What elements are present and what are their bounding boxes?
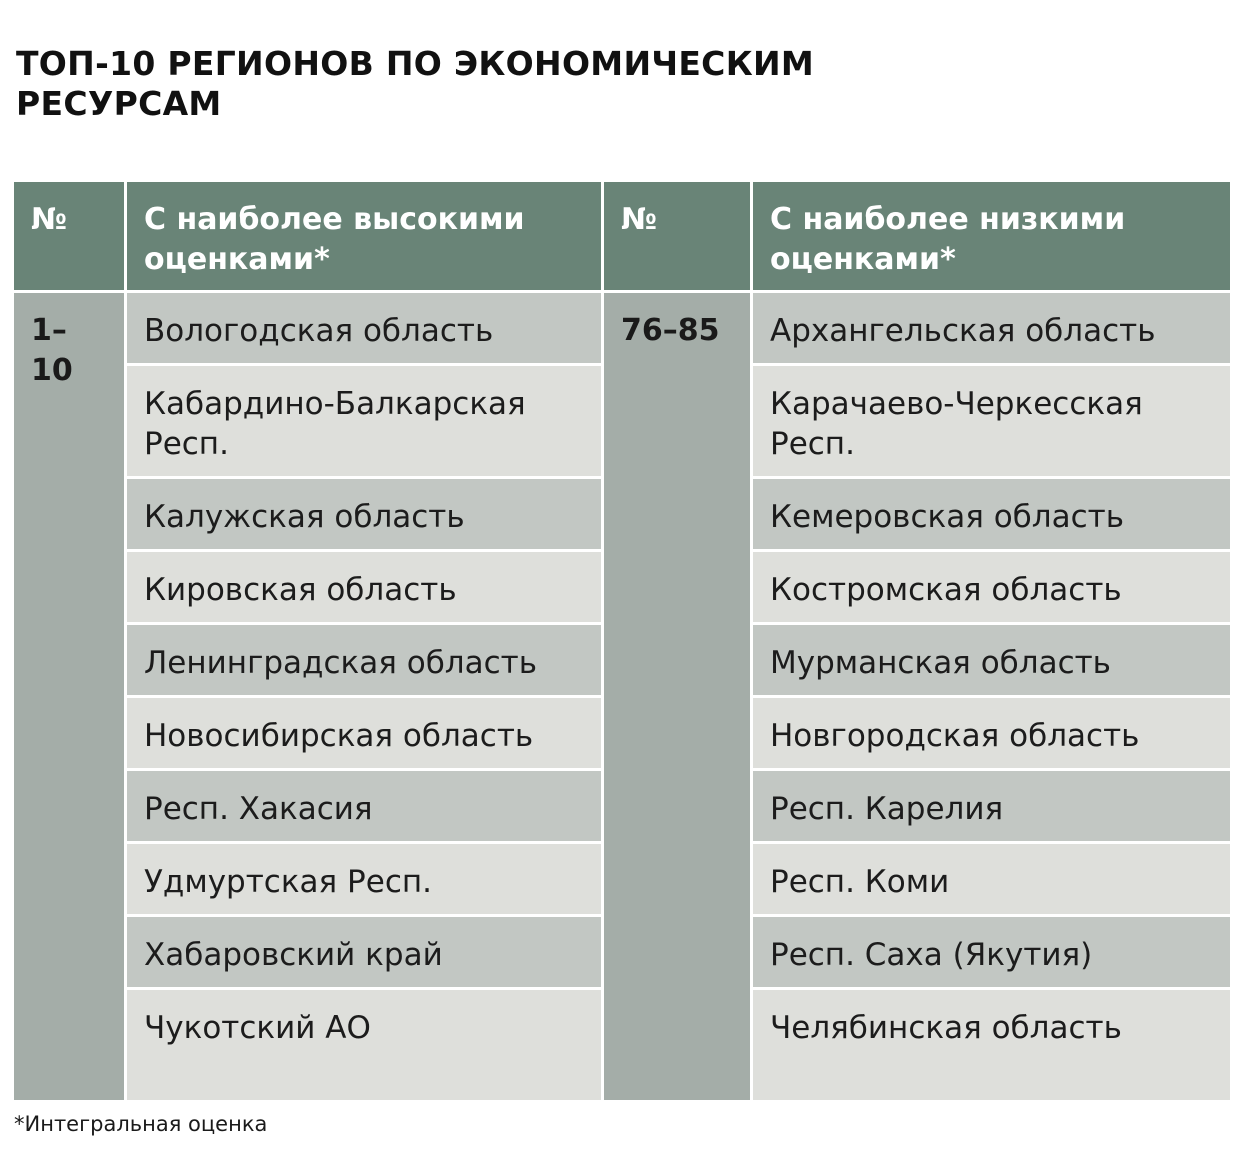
infographic-title	[16, 44, 916, 124]
table-row: Костромская область	[753, 552, 1230, 622]
right-rank-range: 76–85	[604, 293, 750, 1100]
left-number-column	[14, 182, 124, 1100]
table-row: Респ. Саха (Якутия)	[753, 917, 1230, 987]
table-row: Архангельская область	[753, 293, 1230, 363]
right-regions-list	[753, 293, 1230, 1103]
title-line-1: ТОП-10 РЕГИОНОВ ПО ЭКОНОМИЧЕСКИМ	[16, 44, 815, 83]
left-rank-range: 1–10	[14, 293, 124, 1100]
right-regions-header: С наиболее низкими оценками*	[753, 182, 1230, 290]
right-number-column	[604, 182, 750, 1100]
left-regions-list	[127, 293, 601, 1103]
right-number-header: №	[604, 182, 750, 290]
table-row: Вологодская область	[127, 293, 601, 363]
table-row: Мурманская область	[753, 625, 1230, 695]
table-row: Ленинградская область	[127, 625, 601, 695]
left-regions-header: С наиболее высокими оценками*	[127, 182, 601, 290]
table-row: Респ. Коми	[753, 844, 1230, 914]
table-row: Удмуртская Респ.	[127, 844, 601, 914]
table-row: Кабардино-Балкарская Респ.	[127, 366, 601, 476]
table-row: Респ. Хакасия	[127, 771, 601, 841]
left-regions-column	[127, 182, 601, 1100]
table-row: Калужская область	[127, 479, 601, 549]
left-number-header: №	[14, 182, 124, 290]
table-row: Кемеровская область	[753, 479, 1230, 549]
table-row: Респ. Карелия	[753, 771, 1230, 841]
table-row: Чукотский АО	[127, 990, 601, 1100]
title-line-2: РЕСУРСАМ	[16, 84, 222, 123]
table-row: Новгородская область	[753, 698, 1230, 768]
right-regions-column	[753, 182, 1230, 1100]
table-row: Карачаево-Черкесская Респ.	[753, 366, 1230, 476]
table-row: Хабаровский край	[127, 917, 601, 987]
table-row: Челябинская область	[753, 990, 1230, 1100]
table-row: Кировская область	[127, 552, 601, 622]
regions-table	[14, 182, 1230, 1100]
footnote: *Интегральная оценка	[14, 1112, 268, 1136]
table-row: Новосибирская область	[127, 698, 601, 768]
